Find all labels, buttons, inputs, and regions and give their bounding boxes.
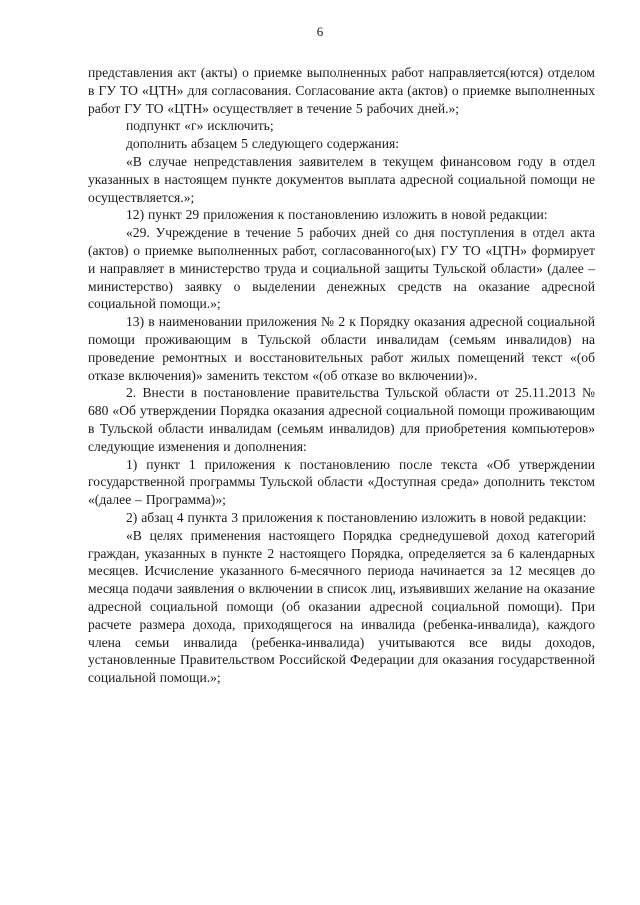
paragraph-quote-income: «В целях применения настоящего Порядка среднедушевой доход категорий граждан, указанных в пункте 2 настоящего Порядка, определяется за 6 календарных месяцев. Исчисление указанного 6-месячного периода начинается за 12 месяцев до месяца подачи заявления о включении в список лиц, изъявивших желание на оказание адресной социальной помощи (об оказании адресной социальной помощи). При расчете размера дохода, приходящегося на инвалида (ребенка-инвалида), каждого члена семьи инвалида (ребенка-инвалида) учитываются все виды доходов, установленные Правительством Российской Федерации для оказания государственной социальной помощи.»;: [88, 527, 595, 686]
paragraph-subitem-2: 2) абзац 4 пункта 3 приложения к постановлению изложить в новой редакции:: [126, 509, 587, 525]
paragraph-section-2: 2. Внести в постановление правительства Тульской области от 25.11.2013 № 680 «Об утверждении Порядка оказания адресной социальной помощи проживающим в Тульской области инвалидам (семьям инвалидов) для приобретения компьютеров» следующие изменения и дополнения:: [88, 385, 595, 454]
document-body: [88, 64, 595, 687]
paragraph-item-13: 13) в наименовании приложения № 2 к Порядку оказания адресной социальной помощи проживающим в Тульской области инвалидам (семьям инвалидов) на проведение ремонтных и восстановительных работ жилых помещений текст «(об отказе включения)» заменить текстом «(об отказе во включении)».: [88, 314, 595, 383]
paragraph-item-12: 12) пункт 29 приложения к постановлению изложить в новой редакции:: [126, 207, 548, 223]
paragraph-quote-nonsubmission: «В случае непредставления заявителем в текущем финансовом году в отдел указанных в настоящем пункте документов выплата адресной социальной помощи не осуществляется.»;: [88, 153, 595, 205]
paragraph-subitem-g: подпункт «г» исключить;: [126, 118, 274, 134]
paragraph-act-approval: представления акт (акты) о приемке выполненных работ направляется(ются) отделом в ГУ ТО «ЦТН» для согласования. Согласование акта (актов) о приемке выполненных работ ГУ ТО «ЦТН» осуществляет в течение 5 рабочих дней.»;: [88, 65, 595, 116]
paragraph-quote-29: «29. Учреждение в течение 5 рабочих дней со дня поступления в отдел акта (актов) о приемке выполненных работ, согласованного(ых) ГУ ТО «ЦТН» формирует и направляет в министерство труда и социальной защиты Тульской области» (далее – министерство) заявку о выделении денежных средств на оказание адресной социальной помощи.»;: [88, 225, 595, 312]
page-number: 6: [316, 24, 324, 39]
paragraph-subitem-1: 1) пункт 1 приложения к постановлению после текста «Об утверждении государственной программы Тульской области «Доступная среда» дополнить текстом «(далее – Программа)»;: [88, 456, 595, 508]
paragraph-add-clause-5: дополнить абзацем 5 следующего содержания:: [126, 136, 399, 152]
